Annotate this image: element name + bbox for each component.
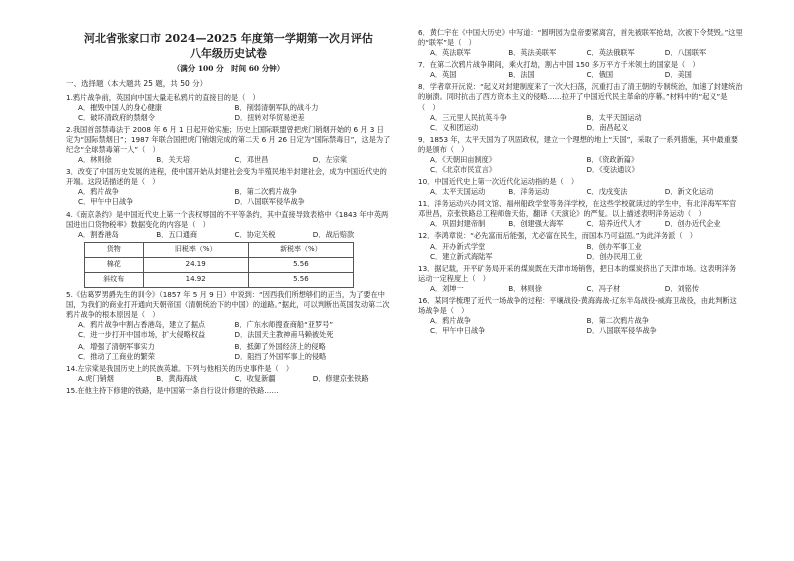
answer-option[interactable]: C．收复新疆 [234, 374, 276, 384]
table-cell: 5.56 [248, 272, 353, 287]
answer-option[interactable]: D．南昌起义 [586, 122, 628, 132]
table-row [85, 272, 354, 287]
question-stem: 13．据记载，开平矿务局开采的煤炭既在天津市场销售，把日本的煤炭挤出了天津市场。这表明洋务运动一定程度上（ ） [418, 263, 737, 283]
answer-option[interactable]: C．甲午中日战争 [430, 326, 486, 336]
question-item [418, 296, 743, 336]
answer-option[interactable]: D．阻挡了外国军事上的侵略 [234, 352, 327, 362]
answer-options [66, 374, 391, 384]
question-stem: 1.鸦片战争前，英国向中国大量走私鸦片的直接目的是（ ） [66, 92, 260, 102]
answer-option[interactable]: C．英法俄联军 [586, 48, 635, 58]
answer-options [418, 113, 743, 133]
table-header-cell: 新税率（%） [248, 242, 353, 257]
answer-options [66, 187, 391, 207]
answer-option[interactable]: A．太平天国运动 [430, 187, 486, 197]
answer-option[interactable]: C．戊戌变法 [586, 187, 628, 197]
answer-option[interactable]: D．八国联军侵华战争 [586, 326, 657, 336]
answer-option[interactable]: B．关天培 [156, 155, 190, 165]
answer-options [418, 155, 743, 175]
exam-subtitle: （满分 100 分 时间 60 分钟） [172, 63, 285, 73]
answer-option[interactable]: C．进一步打开中国市场，扩大侵略权益 [78, 330, 206, 340]
answer-options [66, 103, 391, 123]
answer-options [418, 316, 743, 336]
answer-options [66, 320, 391, 340]
answer-option[interactable]: C．破坏清政府的禁烟令 [78, 112, 155, 122]
question-list-left-a [66, 93, 391, 240]
answer-option[interactable]: B．抵御了外国经济上的侵略 [234, 342, 326, 352]
answer-option[interactable]: C．义和团运动 [430, 122, 479, 132]
answer-option[interactable]: A．《天朝田亩制度》 [430, 154, 497, 164]
answer-option[interactable]: D．战后赔款 [312, 229, 355, 239]
question-stem: 15.在他主持下修建的铁路，是中国第一条自行设计修建的铁路…… [66, 386, 279, 396]
question-stem: 10．中国近代史上第一次近代化运动指的是（ ） [418, 177, 579, 187]
answer-option[interactable]: B．《资政新篇》 [586, 154, 639, 164]
question-item [66, 93, 391, 123]
question-stem: 6．黄仁宇在《中国大历史》中写道：“圆明园为皇帝要紧离宫，首先被联军抢劫，次被下令焚毁。”这里的“联军”是（ ） [418, 28, 743, 48]
answer-option[interactable]: A．鸦片战争 [78, 187, 119, 197]
question-stem: 9．1853 年，太平天国为了巩固政权，建立一个理想的地上“天国”，采取了一系列措施，其中最重要的是颁布（ ） [418, 134, 739, 154]
answer-option[interactable]: A．三元里人民抗英斗争 [430, 112, 507, 122]
exam-title-line2: 八年级历史试卷 [190, 46, 267, 60]
answer-option[interactable]: A．割香港岛 [78, 229, 119, 239]
question-item [66, 386, 391, 396]
answer-option[interactable]: A．刘坤一 [430, 283, 464, 293]
answer-option[interactable]: A.虎门销烟 [78, 374, 114, 384]
table-cell: 斜纹布 [85, 272, 144, 287]
question-item [418, 231, 743, 261]
answer-option[interactable]: B．洋务运动 [508, 187, 550, 197]
answer-options [418, 284, 743, 294]
answer-options [418, 219, 743, 229]
table-cell: 5.56 [248, 257, 353, 272]
answer-option[interactable]: C．甲午中日战争 [78, 197, 134, 207]
answer-option[interactable]: D．修建京张铁路 [312, 374, 369, 384]
table-header-row [85, 242, 354, 257]
answer-option[interactable]: D．刘铭传 [664, 283, 700, 293]
answer-options [66, 230, 391, 240]
question-item [66, 364, 391, 384]
question-stem: 16．某同学梳理了近代一场战争的过程：平壤战役-黄海海战-辽东半岛战役-威海卫战役，由此判断这场战争是（ ） [418, 295, 737, 316]
answer-options [418, 187, 743, 197]
answer-options [418, 48, 743, 58]
answer-option[interactable]: A．增强了清朝军事实力 [78, 342, 155, 352]
question-list-left-b [66, 290, 391, 397]
answer-option[interactable]: D．法国天主教神甫马赖被处死 [234, 330, 334, 340]
answer-option[interactable]: A．摧毁中国人的身心健康 [78, 102, 162, 112]
exam-title-line1: 河北省张家口市 2024—2025 年度第一学期第一次月评估 [84, 32, 373, 45]
answer-option[interactable]: A．鸦片战争 [430, 316, 471, 326]
question-stem: 12．李鸿章说：“必先富而后能强，尤必富在民生，而国本乃可益固。”为此洋务派（ ） [418, 231, 697, 241]
answer-option[interactable]: B．林则徐 [508, 283, 542, 293]
right-column [418, 0, 743, 338]
answer-options [418, 242, 743, 262]
question-list-right [418, 28, 743, 336]
answer-options [66, 342, 391, 362]
answer-option[interactable]: A．开办新式学堂 [430, 241, 486, 251]
answer-option[interactable]: B．法国 [508, 70, 535, 80]
question-item [418, 264, 743, 294]
answer-option[interactable]: D．左宗棠 [312, 155, 348, 165]
question-item [418, 82, 743, 132]
answer-option[interactable]: D．八国联军 [664, 48, 707, 58]
answer-option[interactable]: B．五口通商 [156, 229, 198, 239]
table-row [85, 257, 354, 272]
question-stem: 14.左宗棠是我国历史上的民族英雄。下列与他相关的历史事件是（ ） [66, 364, 294, 374]
answer-option[interactable]: D．八国联军侵华战争 [234, 197, 305, 207]
question-item [418, 60, 743, 80]
question-item [418, 199, 743, 229]
answer-option[interactable]: A．英法联军 [430, 48, 471, 58]
question-item [418, 28, 743, 58]
answer-option[interactable]: B．第二次鸦片战争 [234, 187, 297, 197]
answer-options [66, 155, 391, 165]
answer-option[interactable]: A．林则徐 [78, 155, 112, 165]
answer-option[interactable]: C．协定关税 [234, 229, 276, 239]
answer-option[interactable]: C．《北京市民宣言》 [430, 165, 497, 175]
question-stem: 11．洋务运动兴办同文馆、福州船政学堂等务洋学校，在这些学校就读过的学生中，有北洋海军军官邓世昌，京张铁路总工程师詹天佑，翻译《天演论》的严复。以上描述表明洋务运动（ ） [418, 199, 737, 219]
answer-option[interactable]: C．培养近代人才 [586, 219, 642, 229]
table-header-cell: 货物 [85, 242, 144, 257]
answer-option[interactable]: B．英法美联军 [508, 48, 557, 58]
answer-option[interactable]: D．美国 [664, 70, 692, 80]
answer-option[interactable]: C．建立新式海陆军 [430, 251, 493, 261]
table-cell: 24.19 [143, 257, 248, 272]
answer-option[interactable]: B．创办军事工业 [586, 241, 642, 251]
question-stem: 2.我国首部禁毒法于 2008 年 6 月 1 日起开始实施；历史上国际联盟曾把虎门销烟开始的 6 月 3 日定为“国际禁烟日”；1987 年联合国把虎门销烟完成的第二天 6 月 26 日定为“国际禁毒日”，这是为了纪念“全球禁毒第一人”（ ） [66, 124, 391, 155]
question-item [66, 125, 391, 165]
answer-option[interactable]: B．创建强大海军 [508, 219, 564, 229]
answer-option[interactable]: D．创办近代企业 [664, 219, 721, 229]
answer-option[interactable]: C．冯子材 [586, 283, 621, 293]
question-stem: 5.《估葛罗男爵先生的训令》（1857 年 5 月 9 日）中说到：“因西我们所想够们的正当，为了要在中国，为我们的商业打开通向天朝帝国（清朝统治下的中国）的道路。”据此，可以判断出英国发动第二次鸦片战争的根本原因是（ ） [66, 289, 390, 319]
table-header-cell: 旧税率（%） [143, 242, 248, 257]
question-stem: 4.《南京条约》是中国近代史上第一个丧权辱国的不平等条约，其中直接导致表格中《1843 年中英两国进出口货物税率》数据变化的内容是（ ） [66, 209, 389, 229]
answer-option[interactable]: A．巩固封建帝制 [430, 219, 486, 229]
question-item [66, 290, 391, 340]
question-item [418, 135, 743, 175]
answer-option[interactable]: B．削弱清朝军队的战斗力 [234, 102, 319, 112]
answer-options [418, 70, 743, 80]
question-item [66, 342, 391, 362]
answer-option[interactable]: A．英国 [430, 70, 457, 80]
question-item [418, 177, 743, 197]
table-cell: 棉花 [85, 257, 144, 272]
answer-option[interactable]: D．新文化运动 [664, 187, 714, 197]
question-stem: 7．在第二次鸦片战争期间，乘火打劫，割占中国 150 多万平方千米领土的国家是（ ） [418, 60, 700, 70]
answer-option[interactable]: B．广东水师搜查商船“亚罗号” [234, 320, 334, 330]
answer-option[interactable]: C．邓世昌 [234, 155, 269, 165]
left-column [66, 0, 391, 399]
answer-option[interactable]: B．第二次鸦片战争 [586, 316, 649, 326]
answer-option[interactable]: C．俄国 [586, 70, 614, 80]
answer-option[interactable]: B．黄海海战 [156, 374, 198, 384]
answer-option[interactable]: D．《变法通议》 [586, 165, 639, 175]
question-item [66, 167, 391, 207]
table-cell: 14.92 [143, 272, 248, 287]
answer-option[interactable]: D．扭转对华贸易逆差 [234, 112, 305, 122]
section-heading: 一、选择题（本大题共 25 题，共 50 分） [66, 79, 208, 89]
answer-option[interactable]: C．推动了工商业的繁荣 [78, 352, 155, 362]
tariff-table [84, 242, 354, 288]
question-stem: 8．学者章开沅说：“起义对封建制度来了一次大扫荡，沉重打击了清王朝的专制统治，加速了封建统治的崩溃。同时抗击了西方资本主义的侵略……拉开了中国近代民主革命的序幕。”材料中的“起义”是（ ） [418, 82, 743, 112]
answer-option[interactable]: B．太平天国运动 [586, 112, 642, 122]
answer-option[interactable]: D．创办民用工业 [586, 251, 643, 261]
question-stem: 3．改变了中国历史发展的进程，使中国开始从封建社会变为半殖民地半封建社会，成为中国近代史的开端。这段话描述的是（ ） [66, 167, 387, 187]
question-item [66, 210, 391, 240]
answer-option[interactable]: A．鸦片战争中割占香港岛，建立了据点 [78, 320, 206, 330]
